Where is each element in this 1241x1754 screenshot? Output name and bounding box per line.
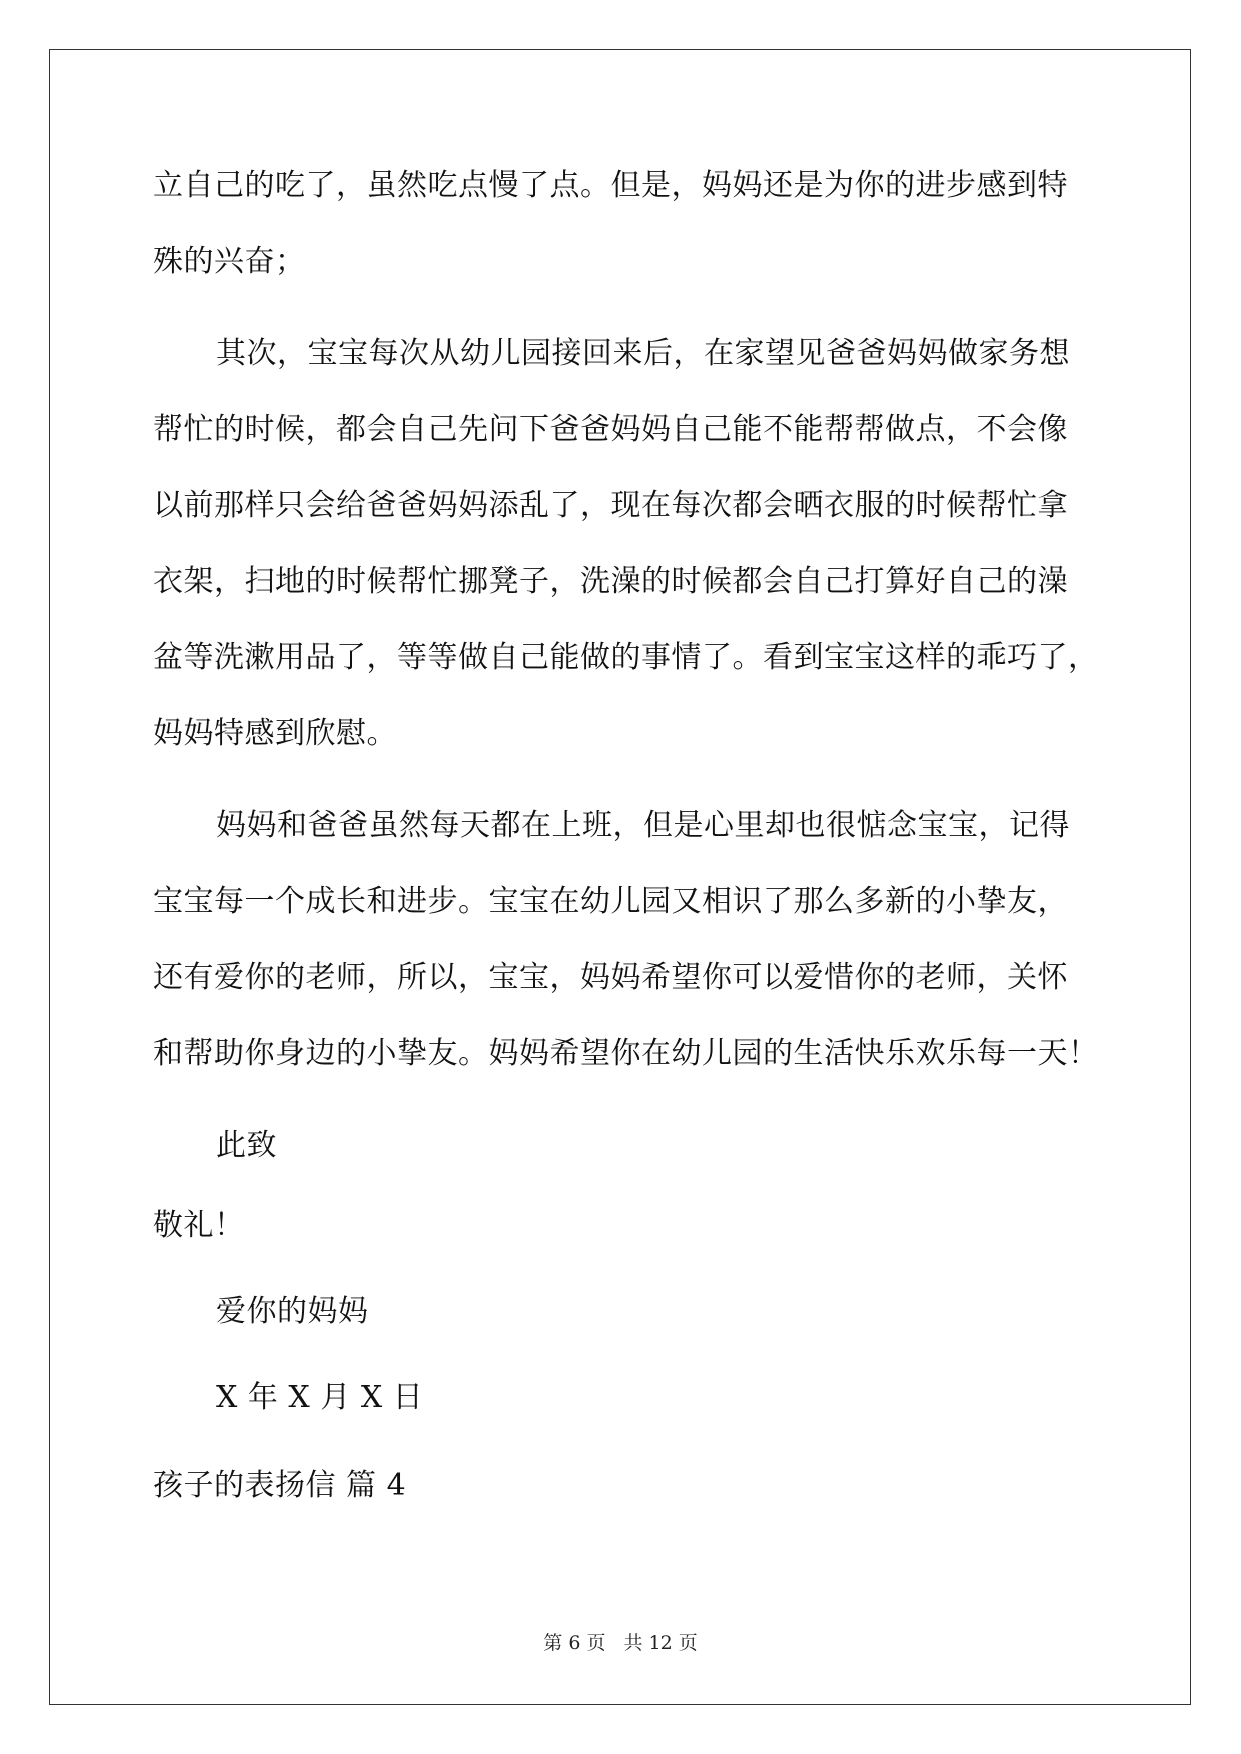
page-border <box>49 49 1191 1705</box>
closing-salutation: 此致 <box>216 1128 277 1163</box>
paragraph-line: 立自己的吃了，虽然吃点慢了点。但是，妈妈还是为你的进步感到特 <box>153 168 1068 203</box>
section-title: 孩子的表扬信 篇 4 <box>153 1468 407 1503</box>
paragraph-line: 以前那样只会给爸爸妈妈添乱了，现在每次都会晒衣服的时候帮忙拿 <box>153 488 1068 523</box>
page-number: 第 6 页 <box>543 1632 606 1654</box>
paragraph-line: 和帮助你身边的小挚友。妈妈希望你在幼儿园的生活快乐欢乐每一天！ <box>153 1036 1099 1071</box>
paragraph-line: 妈妈特感到欣慰。 <box>153 716 397 751</box>
paragraph-line: 妈妈和爸爸虽然每天都在上班，但是心里却也很惦念宝宝，记得 <box>216 808 1070 843</box>
paragraph-line: 还有爱你的老师，所以，宝宝，妈妈希望你可以爱惜你的老师，关怀 <box>153 960 1068 995</box>
paragraph-line: 殊的兴奋； <box>153 244 306 279</box>
page-footer <box>0 1631 1241 1655</box>
paragraph-line: 帮忙的时候，都会自己先问下爸爸妈妈自己能不能帮帮做点，不会像 <box>153 412 1068 447</box>
paragraph-line: 其次，宝宝每次从幼儿园接回来后，在家望见爸爸妈妈做家务想 <box>216 336 1070 371</box>
paragraph-line: 盆等洗漱用品了，等等做自己能做的事情了。看到宝宝这样的乖巧了， <box>153 640 1099 675</box>
paragraph-line: 衣架，扫地的时候帮忙挪凳子，洗澡的时候都会自己打算好自己的澡 <box>153 564 1068 599</box>
paragraph-line: 宝宝每一个成长和进步。宝宝在幼儿园又相识了那么多新的小挚友， <box>153 884 1068 919</box>
closing-respect: 敬礼！ <box>153 1208 245 1243</box>
signature: 爱你的妈妈 <box>216 1294 369 1329</box>
date-line: X 年 X 月 X 日 <box>216 1380 424 1415</box>
page-total: 共 12 页 <box>623 1632 698 1654</box>
